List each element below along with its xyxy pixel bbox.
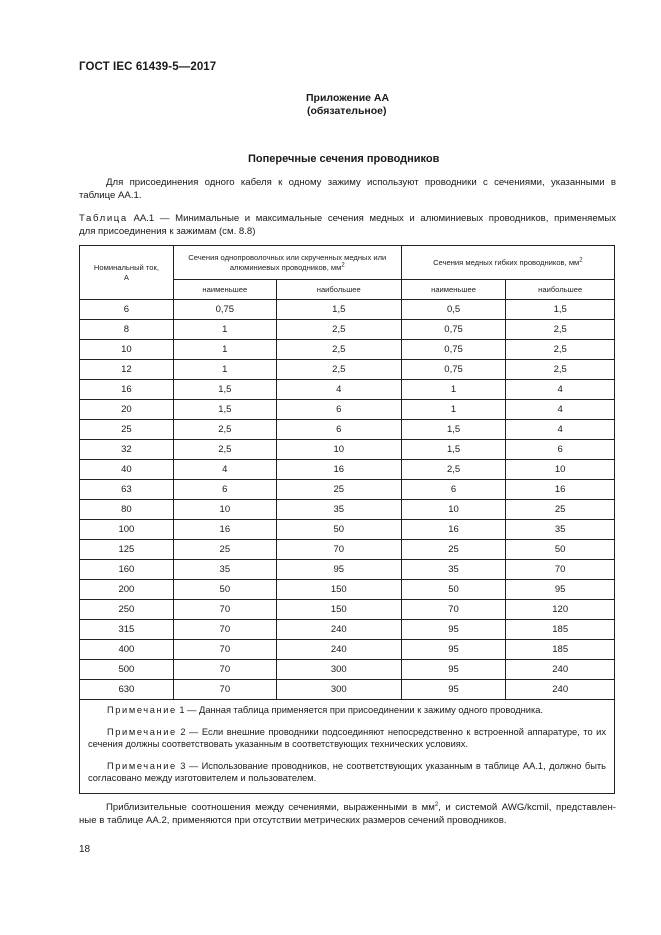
table-caption-line-2: для присоединения к зажимам (см. 8.8) [79, 226, 256, 237]
table-cell: 2,5 [506, 340, 615, 360]
note-1-text: 1 — Данная таблица применяется при присоединении к зажиму одного проводника. [179, 705, 544, 715]
table-cell: 35 [173, 560, 276, 580]
table-cell: 6 [276, 400, 401, 420]
table-cell: 35 [276, 500, 401, 520]
table-row [80, 340, 615, 360]
table-cell: 70 [276, 540, 401, 560]
table-cell: 50 [506, 540, 615, 560]
table-cell: 70 [401, 600, 506, 620]
table-row [80, 580, 615, 600]
table-cell: 100 [80, 520, 174, 540]
table-cell: 95 [401, 620, 506, 640]
table-cell: 70 [173, 640, 276, 660]
table-cell: 2,5 [173, 440, 276, 460]
note-1 [88, 704, 606, 717]
table-cell: 6 [506, 440, 615, 460]
table-cell: 1,5 [173, 380, 276, 400]
table-cell: 10 [276, 440, 401, 460]
note-1-label: Примечание [107, 705, 177, 715]
table-cell: 16 [80, 380, 174, 400]
table-row [80, 620, 615, 640]
table-cell: 1 [401, 400, 506, 420]
table-body [80, 300, 615, 700]
table-row [80, 420, 615, 440]
table-cell: 160 [80, 560, 174, 580]
table-row [80, 460, 615, 480]
table-cell: 10 [506, 460, 615, 480]
table-cell: 630 [80, 680, 174, 700]
table-cell: 20 [80, 400, 174, 420]
table-cell: 10 [401, 500, 506, 520]
header-solid-conductors [173, 246, 401, 280]
table-cell: 25 [276, 480, 401, 500]
table-cell: 2,5 [276, 320, 401, 340]
outro-line-1-a: Приблизительные соотношения между сечениями, выраженными в мм [106, 802, 435, 813]
table-row [80, 600, 615, 620]
table-cell: 6 [80, 300, 174, 320]
table-cell: 16 [173, 520, 276, 540]
section-title: Поперечные сечения проводников [248, 153, 440, 165]
table-cell: 16 [276, 460, 401, 480]
appendix-subtitle: (обязательное) [307, 105, 387, 117]
table-cell: 35 [401, 560, 506, 580]
table-cell: 1 [173, 320, 276, 340]
table-cell: 300 [276, 660, 401, 680]
outro-line-2: ные в таблице АА.2, применяются при отсутствии метрических размеров сечений проводников. [79, 815, 507, 826]
conductor-table [79, 245, 615, 794]
table-row [80, 560, 615, 580]
table-cell: 0,75 [401, 340, 506, 360]
table-cell: 240 [506, 680, 615, 700]
table-cell: 12 [80, 360, 174, 380]
table-cell: 4 [506, 380, 615, 400]
header-max-flexible: наибольшее [506, 280, 615, 300]
table-cell: 35 [506, 520, 615, 540]
table-cell: 25 [80, 420, 174, 440]
table-cell: 1 [401, 380, 506, 400]
table-cell: 70 [173, 680, 276, 700]
table-cell: 240 [506, 660, 615, 680]
note-3-label: Примечание [107, 760, 177, 771]
header-solid-conductors-text: Сечения однопроволочных или скрученных медных или алюминиевых проводников, мм [188, 252, 387, 272]
intro-line-1: Для присоединения одного кабеля к одному зажиму используют проводники с сечениями, указанными в [106, 177, 616, 188]
table-cell: 40 [80, 460, 174, 480]
table-cell: 2,5 [276, 360, 401, 380]
table-cell: 4 [173, 460, 276, 480]
table-row [80, 440, 615, 460]
table-cell: 150 [276, 580, 401, 600]
appendix-title: Приложение АА [306, 92, 390, 104]
table-cell: 125 [80, 540, 174, 560]
notes-cell [80, 700, 615, 794]
table-cell: 95 [401, 640, 506, 660]
table-row [80, 520, 615, 540]
table-caption-line-1 [79, 212, 616, 225]
table-cell: 240 [276, 640, 401, 660]
header-flexible-unit-sup: 2 [579, 256, 583, 263]
table-cell: 150 [276, 600, 401, 620]
note-2 [88, 726, 606, 751]
table-cell: 95 [401, 680, 506, 700]
table-row [80, 320, 615, 340]
table-row [80, 400, 615, 420]
table-cell: 200 [80, 580, 174, 600]
table-cell: 2,5 [173, 420, 276, 440]
table-cell: 1,5 [401, 420, 506, 440]
table-cell: 95 [276, 560, 401, 580]
table-cell: 250 [80, 600, 174, 620]
document-code: ГОСТ IEC 61439-5—2017 [79, 61, 217, 73]
header-max-solid: наибольшее [276, 280, 401, 300]
table-cell: 1,5 [401, 440, 506, 460]
table-row [80, 660, 615, 680]
table-cell: 6 [276, 420, 401, 440]
table-row [80, 540, 615, 560]
table-cell: 25 [173, 540, 276, 560]
table-row [80, 380, 615, 400]
table-cell: 95 [401, 660, 506, 680]
table-cell: 240 [276, 620, 401, 640]
table-cell: 16 [401, 520, 506, 540]
table-cell: 8 [80, 320, 174, 340]
table-row [80, 500, 615, 520]
table-cell: 16 [506, 480, 615, 500]
table-caption-text: АА.1 — Минимальные и максимальные сечения медных и алюминиевых проводников, применяемых [133, 213, 617, 224]
table-cell: 1,5 [276, 300, 401, 320]
table-cell: 1,5 [173, 400, 276, 420]
header-flexible-conductors [401, 246, 614, 280]
outro-line-1 [106, 801, 616, 814]
header-rated-current [80, 246, 174, 300]
header-flexible-conductors-text: Сечения медных гибких проводников, мм [433, 257, 580, 267]
table-cell: 185 [506, 620, 615, 640]
table-cell: 0,5 [401, 300, 506, 320]
table-cell: 32 [80, 440, 174, 460]
table-cell: 6 [173, 480, 276, 500]
table-cell: 0,75 [401, 360, 506, 380]
table-cell: 25 [401, 540, 506, 560]
table-cell: 70 [173, 600, 276, 620]
header-min-solid: наименьшее [173, 280, 276, 300]
table-row [80, 640, 615, 660]
table-row [80, 300, 615, 320]
table-cell: 0,75 [401, 320, 506, 340]
table-cell: 10 [80, 340, 174, 360]
table-caption-label: Таблица [79, 213, 128, 224]
table-cell: 4 [506, 400, 615, 420]
table-cell: 500 [80, 660, 174, 680]
table-row [80, 360, 615, 380]
table-cell: 70 [173, 660, 276, 680]
table-cell: 95 [506, 580, 615, 600]
intro-line-2: таблице АА.1. [79, 190, 142, 201]
table-cell: 400 [80, 640, 174, 660]
table-cell: 300 [276, 680, 401, 700]
table-cell: 10 [173, 500, 276, 520]
table-cell: 2,5 [506, 320, 615, 340]
page-number: 18 [79, 844, 91, 855]
outro-sup: 2 [434, 801, 439, 808]
table-row [80, 680, 615, 700]
table-row [80, 480, 615, 500]
header-solid-unit-sup: 2 [341, 261, 345, 268]
table-cell: 1 [173, 360, 276, 380]
table-cell: 2,5 [401, 460, 506, 480]
note-3 [88, 760, 606, 785]
table-cell: 6 [401, 480, 506, 500]
table-cell: 25 [506, 500, 615, 520]
table-cell: 2,5 [506, 360, 615, 380]
header-min-flexible: наименьшее [401, 280, 506, 300]
header-rated-current-text: Номинальный ток, А [93, 262, 159, 282]
table-cell: 50 [173, 580, 276, 600]
table-cell: 1,5 [506, 300, 615, 320]
table-cell: 120 [506, 600, 615, 620]
table-cell: 70 [173, 620, 276, 640]
table-cell: 63 [80, 480, 174, 500]
note-2-text: 2 — Если внешние проводники подсоединяют непосредственно к встроенной аппаратуре, то их сечения должны соответствовать указанным в соответствующих технических условиях. [88, 726, 606, 749]
table-cell: 185 [506, 640, 615, 660]
table-cell: 4 [506, 420, 615, 440]
outro-line-1-b: , и системой AWG/kcmil, представлен- [438, 802, 616, 813]
table-cell: 1 [173, 340, 276, 360]
note-3-text: 3 — Использование проводников, не соответствующих указанным в таблице АА.1, должно быть согласовано между изготовителем и пользователем. [88, 760, 606, 783]
note-2-label: Примечание [107, 726, 177, 737]
table-cell: 2,5 [276, 340, 401, 360]
table-cell: 0,75 [173, 300, 276, 320]
table-cell: 50 [276, 520, 401, 540]
table-cell: 315 [80, 620, 174, 640]
table-cell: 70 [506, 560, 615, 580]
table-cell: 50 [401, 580, 506, 600]
table-cell: 80 [80, 500, 174, 520]
table-cell: 4 [276, 380, 401, 400]
